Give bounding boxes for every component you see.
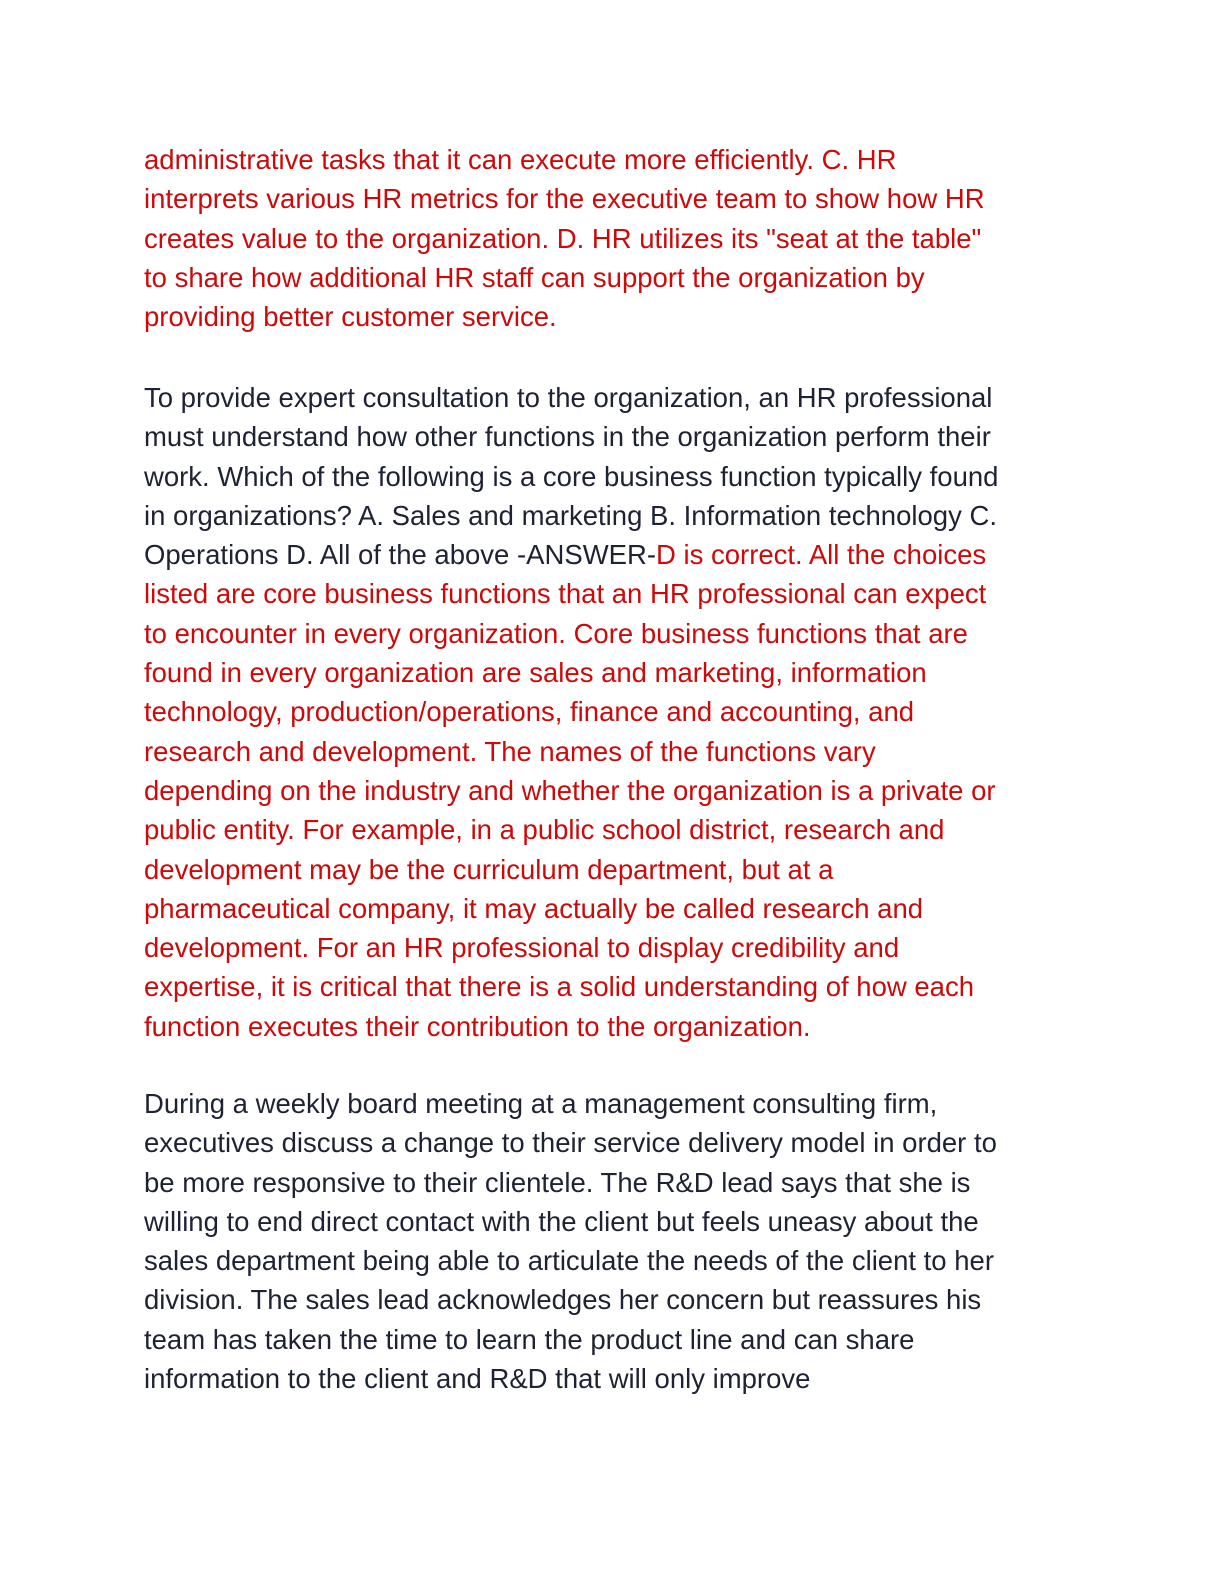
question-text-segment: in organizations? A. Sales and marketing B. Information technology C.	[144, 499, 997, 531]
text-line	[144, 1084, 1084, 1123]
text-line	[144, 614, 1084, 653]
text-line	[144, 457, 1084, 496]
text-line	[144, 1359, 1084, 1398]
text-line	[144, 1320, 1084, 1359]
answer-text-segment: development may be the curriculum department, but at a	[144, 853, 834, 885]
answer-text-segment: to share how additional HR staff can support the organization by	[144, 261, 925, 293]
question-text-segment: Operations D. All of the above -ANSWER-	[144, 539, 657, 571]
answer-text-segment: public entity. For example, in a public school district, research and	[144, 814, 945, 846]
text-line	[144, 889, 1084, 928]
text-line	[144, 692, 1084, 731]
text-line	[144, 179, 1084, 218]
question-text-segment: During a weekly board meeting at a management consulting firm,	[144, 1088, 938, 1119]
text-line	[144, 928, 1084, 967]
answer-text-segment: providing better customer service.	[144, 301, 557, 333]
text-line	[144, 297, 1084, 336]
text-line	[144, 1007, 1084, 1046]
text-line	[144, 1241, 1084, 1280]
text-line	[144, 574, 1084, 613]
question-text-segment: executives discuss a change to their service delivery model in order to	[144, 1127, 997, 1159]
answer-text-segment: D is correct. All the choices	[656, 539, 987, 571]
answer-text-segment: found in every organization are sales and marketing, information	[144, 657, 927, 689]
text-line	[144, 496, 1084, 535]
answer-text-segment: expertise, it is critical that there is a solid understanding of how each	[144, 971, 975, 1003]
text-line	[144, 732, 1084, 771]
question-paragraph-board-meeting	[144, 1084, 1084, 1398]
text-line	[144, 810, 1084, 849]
question-text-segment: sales department being able to articulate the needs of the client to her	[144, 1245, 994, 1277]
question-text-segment: information to the client and R&D that will only improve	[144, 1363, 811, 1395]
text-line	[144, 378, 1084, 417]
question-text-segment: division. The sales lead acknowledges her concern but reassures his	[144, 1284, 982, 1316]
text-line	[144, 417, 1084, 456]
question-text-segment: must understand how other functions in the organization perform their	[144, 421, 991, 453]
answer-continuation-paragraph	[144, 140, 1084, 336]
text-line	[144, 535, 1084, 574]
text-line	[144, 850, 1084, 889]
answer-text-segment: technology, production/operations, finance and accounting, and	[144, 696, 915, 728]
answer-text-segment: listed are core business functions that an HR professional can expect	[144, 578, 987, 610]
text-line	[144, 653, 1084, 692]
question-text-segment: be more responsive to their clientele. The R&D lead says that she is	[144, 1166, 971, 1198]
question-text-segment: willing to end direct contact with the client but feels uneasy about the	[144, 1205, 979, 1237]
question-text-segment: work. Which of the following is a core business function typically found	[144, 460, 999, 492]
answer-text-segment: function executes their contribution to the organization.	[144, 1010, 811, 1042]
answer-text-segment: to encounter in every organization. Core business functions that are	[144, 617, 968, 649]
answer-text-segment: pharmaceutical company, it may actually be called research and	[144, 892, 924, 924]
answer-text-segment: research and development. The names of the functions vary	[144, 735, 876, 767]
question-text-segment: team has taken the time to learn the product line and can share	[144, 1323, 915, 1355]
text-line	[144, 258, 1084, 297]
answer-text-segment: creates value to the organization. D. HR utilizes its "seat at the table"	[144, 222, 982, 254]
text-line	[144, 967, 1084, 1006]
text-line	[144, 1280, 1084, 1319]
answer-text-segment: depending on the industry and whether the organization is a private or	[144, 774, 996, 806]
answer-text-segment: administrative tasks that it can execute more efficiently. C. HR	[144, 144, 897, 175]
text-line	[144, 1202, 1084, 1241]
text-line	[144, 219, 1084, 258]
text-line	[144, 1163, 1084, 1202]
question-answer-paragraph-core-business-functions	[144, 378, 1084, 1046]
answer-text-segment: development. For an HR professional to display credibility and	[144, 932, 900, 964]
text-line	[144, 771, 1084, 810]
answer-text-segment: interprets various HR metrics for the executive team to show how HR	[144, 183, 985, 215]
text-line	[144, 140, 1084, 179]
text-line	[144, 1123, 1084, 1162]
question-text-segment: To provide expert consultation to the organization, an HR professional	[144, 382, 993, 413]
